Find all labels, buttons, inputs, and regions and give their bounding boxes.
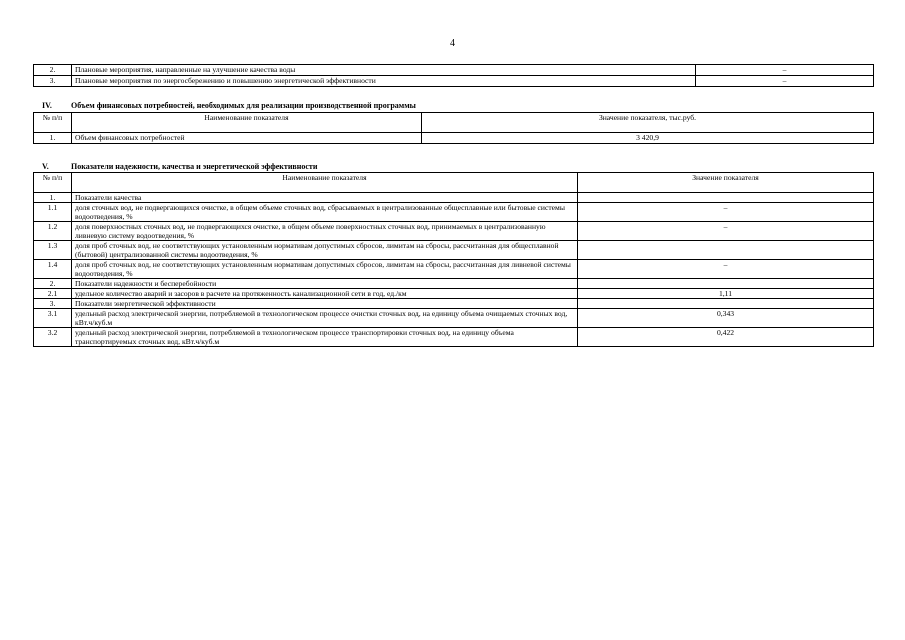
- table-row: [34, 328, 874, 347]
- row-number: 3.1: [34, 309, 72, 328]
- table-header-row: [34, 173, 874, 193]
- row-value: 3 420,9: [422, 133, 874, 144]
- table-row: [34, 203, 874, 222]
- row-name: Показатели энергетической эффективности: [72, 299, 578, 309]
- col-value-header: Значение показателя, тыс.руб.: [422, 113, 874, 133]
- table-row: [34, 279, 874, 289]
- row-value: –: [578, 260, 874, 279]
- row-name: доля проб сточных вод, не соответствующих установленным нормативам допустимых сбросов, лимитам на сбросы, рассчитанная для общесплавной (бытовой) централизованной системы водоотведения, %: [72, 241, 578, 260]
- row-value: 0,422: [578, 328, 874, 347]
- row-value: –: [696, 76, 874, 87]
- col-name-header: Наименование показателя: [72, 113, 422, 133]
- row-number: 3.: [34, 76, 72, 87]
- table-row: [34, 260, 874, 279]
- section-5-heading: [33, 162, 317, 171]
- section-4-title: Объем финансовых потребностей, необходимых для реализации производственной программы: [71, 101, 416, 110]
- section-4-number: IV.: [42, 101, 52, 110]
- row-number: 1.4: [34, 260, 72, 279]
- row-name: доля сточных вод, не подвергающихся очистке, в общем объеме сточных вод, сбрасываемых в централизованные общесплавные или бытовые системы водоотведения, %: [72, 203, 578, 222]
- row-number: 1.3: [34, 241, 72, 260]
- row-number: 2.1: [34, 289, 72, 299]
- row-name: доля проб сточных вод, не соответствующих установленным нормативам допустимых сбросов, лимитам на сбросы, рассчитанная для ливневой системы водоотведения, %: [72, 260, 578, 279]
- row-value: [578, 279, 874, 289]
- row-number: 1.: [34, 133, 72, 144]
- table-row: [34, 241, 874, 260]
- table-row: [34, 222, 874, 241]
- row-value: –: [578, 203, 874, 222]
- row-value: –: [696, 65, 874, 76]
- row-number: 2.: [34, 279, 72, 289]
- row-name: удельный расход электрической энергии, потребляемой в технологическом процессе очистки сточных вод, на единицу объема очищаемых сточных вод, кВт.ч/куб.м: [72, 309, 578, 328]
- page-number: 4: [450, 38, 455, 49]
- row-number: 1.2: [34, 222, 72, 241]
- row-number: 1.1: [34, 203, 72, 222]
- col-name-header: Наименование показателя: [72, 173, 578, 193]
- row-value: 0,343: [578, 309, 874, 328]
- row-value: 1,11: [578, 289, 874, 299]
- col-number-header: № п/п: [34, 173, 72, 193]
- row-number: 2.: [34, 65, 72, 76]
- col-number-header: № п/п: [34, 113, 72, 133]
- row-value: [578, 193, 874, 203]
- row-value: [578, 241, 874, 260]
- row-value: [578, 299, 874, 309]
- row-name: Плановые мероприятия, направленные на улучшение качества воды: [72, 65, 696, 76]
- table-row: [34, 76, 874, 87]
- planned-measures-table: [33, 64, 874, 87]
- section-5-number: V.: [42, 162, 49, 171]
- indicators-table: [33, 172, 874, 347]
- section-5-title: Показатели надежности, качества и энергетической эффективности: [71, 162, 318, 171]
- row-name: Плановые мероприятия по энергосбережению и повышению энергетической эффективности: [72, 76, 696, 87]
- row-number: 3.: [34, 299, 72, 309]
- row-value: –: [578, 222, 874, 241]
- row-number: 3.2: [34, 328, 72, 347]
- row-name: удельный расход электрической энергии, потребляемой в технологическом процессе транспортировки сточных вод, на единицу объема транспортируемых сточных вод, кВт.ч/куб.м: [72, 328, 578, 347]
- section-4-heading: [33, 101, 416, 110]
- table-header-row: [34, 113, 874, 133]
- table-row: [34, 289, 874, 299]
- table-row: [34, 65, 874, 76]
- row-name: Показатели надежности и бесперебойности: [72, 279, 578, 289]
- financial-needs-table: [33, 112, 874, 144]
- table-row: [34, 133, 874, 144]
- row-name: Объем финансовых потребностей: [72, 133, 422, 144]
- table-row: [34, 309, 874, 328]
- table-row: [34, 299, 874, 309]
- row-name: доля поверхностных сточных вод, не подвергающихся очистке, в общем объеме поверхностных сточных вод, принимаемых в централизованную ливневую систему водоотведения, %: [72, 222, 578, 241]
- row-name: Показатели качества: [72, 193, 578, 203]
- row-number: 1.: [34, 193, 72, 203]
- col-value-header: Значение показателя: [578, 173, 874, 193]
- table-row: [34, 193, 874, 203]
- row-name: удельное количество аварий и засоров в расчете на протяженность канализационной сети в год, ед./км: [72, 289, 578, 299]
